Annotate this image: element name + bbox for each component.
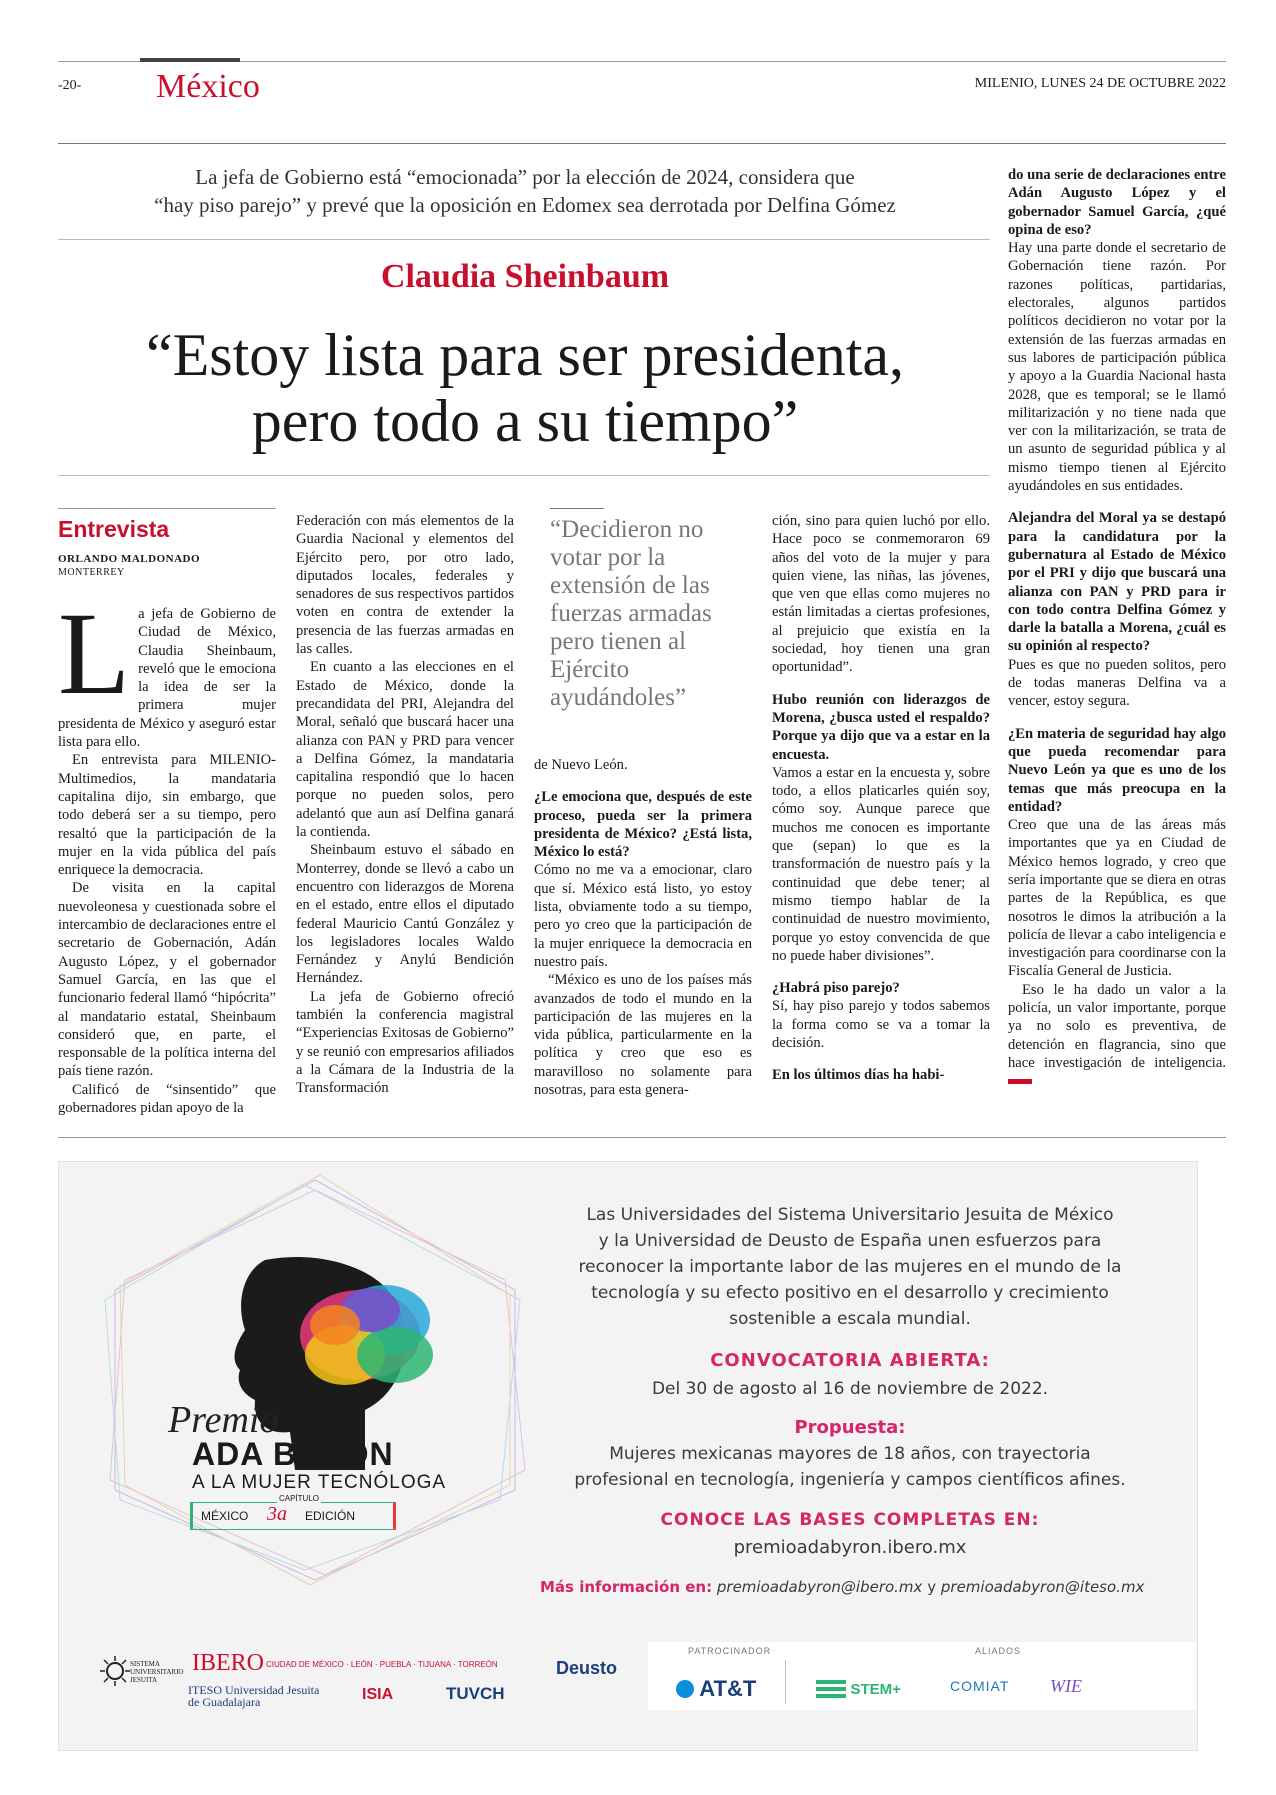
- col3-a1: Cómo no me va a emocionar, claro que sí. México está listo, yo estoy lista, obviamente todo a su tiempo, pero yo creo que la participación de la mujer enriquece la democracia en nuestro país.: [534, 862, 752, 970]
- ad-email-ibero[interactable]: premioadabyron@ibero.mx: [716, 1578, 923, 1596]
- edition-number: 3a: [267, 1503, 287, 1525]
- edicion-label: EDICIÓN: [305, 1509, 356, 1523]
- ibero-logo: IBERO: [192, 1650, 264, 1676]
- suj-sun-icon: [100, 1656, 130, 1686]
- pull-quote: “Decidieron no votar por la extensión de las fuerzas armadas pero tienen al Ejército ayudándoles”: [550, 516, 712, 711]
- ad-convocatoria: CONVOCATORIA ABIERTA:: [710, 1350, 990, 1371]
- headline: [60, 322, 990, 454]
- ad-intro-5: sostenible a escala mundial.: [729, 1309, 971, 1329]
- col4-q3: En los últimos días ha habi-: [772, 1067, 945, 1084]
- premio-label: Premio: [168, 1399, 279, 1441]
- patrocinador-label: PATROCINADOR: [688, 1646, 772, 1656]
- column-2: [296, 512, 514, 1098]
- deck: [60, 163, 990, 219]
- ada-byron-sub: A LA MUJER TECNÓLOGA: [192, 1472, 447, 1493]
- headline-line-1: “Estoy lista para ser presidenta,: [145, 322, 905, 388]
- page-number: -20-: [58, 78, 82, 93]
- column-1: [58, 588, 276, 1117]
- ad-intro-4: tecnología y su efecto positivo en el desarrollo y crecimiento: [591, 1283, 1109, 1303]
- col2-p2: En cuanto a las elecciones en el Estado de México, donde la precandidata del PRI, Alejandra del Moral, señaló que buscará hacer una alianza con PAN y PRD para vencer a Delfina Gómez, la mandataria capitalina respondió que lo hacen porque no pueden solos, pero adelantó que aun así Delfina ganará la contienda.: [296, 659, 514, 841]
- col5-a1: Hay una parte donde el secretario de Gobernación tiene razón. Por razones políticas, partidarias, electorales, algunos partidos políticos decidieron no votar por la extensión de las fuerzas armadas en sus labores de participación pública y apoyo a la Guardia Nacional hasta 2028, que es temporal; se le llamó militarización y no tiene nada que ver con la militarización, se trata de un asunto de seguridad pública y al mismo tiempo tienen al Ejército ayudándoles en sus entidades.: [1008, 240, 1226, 495]
- end-mark: [1008, 1079, 1032, 1084]
- section-label: Entrevista: [58, 516, 170, 542]
- att-logo: AT&T: [676, 1676, 756, 1702]
- drop-cap: L: [58, 588, 131, 719]
- col1-p4: Calificó de “sinsentido” que gobernadores pidan apoyo de la: [58, 1081, 276, 1117]
- column-4: [772, 512, 990, 1085]
- comiat-logo: COMIAT: [950, 1678, 1010, 1694]
- col3-p1: de Nuevo León.: [534, 757, 628, 773]
- ad-intro-2: y la Universidad de Deusto de España unen esfuerzos para: [598, 1231, 1102, 1251]
- ad-mas-info: Más información en:: [540, 1578, 713, 1596]
- col5-q1: do una serie de declaraciones entre Adán Augusto López y el gobernador Samuel García, ¿qué opina de eso?: [1008, 167, 1226, 238]
- iteso-logo: ITESO Universidad Jesuita de Guadalajara: [188, 1683, 320, 1709]
- col1-p2: En entrevista para MILENIO-Multimedios, la mandataria capitalina dijo, sin embargo, que todo deberá ser a su tiempo, pero resaltó que la participación de la mujer en la vida pública del país enriquece la democracia.: [58, 752, 276, 879]
- tuvch-logo: TUVCH: [446, 1684, 505, 1703]
- aliados-label: ALIADOS: [975, 1646, 1022, 1656]
- col1-p1: a jefa de Gobierno de Ciudad de México, Claudia Sheinbaum, reveló que le emociona la idea de ser la primera mujer presidenta de México y aseguró estar lista para ello.: [58, 606, 276, 751]
- section-title: México: [156, 68, 260, 105]
- col5-a2: Pues es que no pueden solitos, pero de todas maneras Delfina va a vencer, estoy segura.: [1008, 656, 1226, 710]
- col4-q2: ¿Habrá piso parejo?: [772, 980, 900, 997]
- ad-propuesta-title: Propuesta:: [794, 1417, 906, 1438]
- col4-a2: Sí, hay piso parejo y todos sabemos la forma como se va a tomar la decisión.: [772, 998, 990, 1052]
- col1-p3: De visita en la capital nuevoleonesa y cuestionada sobre el intercambio de declaraciones entre el secretario de Gobernación, Adán Augusto López, y el gobernador Samuel García, en las que el funcionario federal llamó “hipócrita” al mandatario estatal, Sheinbaum consideró que, en parte, el responsable de la política interna del país tiene razón.: [58, 880, 276, 1080]
- deck-line-1: La jefa de Gobierno está “emocionada” por la elección de 2024, considera que: [195, 165, 855, 189]
- ad-contact: Más información en: premioadabyron@ibero.mx y premioadabyron@iteso.mx: [540, 1578, 1145, 1596]
- col5-q2: Alejandra del Moral ya se destapó para la candidatura por la gubernatura al Estado de México por el PRI y dijo que buscará una alianza con PAN y PRD para ir con todo contra Delfina Gómez y darle la batalla a Morena, ¿cuál es su opinión al respecto?: [1008, 510, 1226, 655]
- suj-logo: SISTEMA UNIVERSITARIO JESUITA: [100, 1656, 170, 1691]
- col3-q1: ¿Le emociona que, después de este proceso, pueda ser la primera presidenta de México? ¿Está lista, México lo está?: [534, 789, 752, 861]
- capitulo-label: CAPÍTULO: [279, 1494, 320, 1503]
- mexico-label: MÉXICO: [201, 1509, 249, 1523]
- stem-logo: STEM+: [816, 1680, 901, 1700]
- headline-line-2: pero todo a su tiempo”: [251, 388, 799, 454]
- col4-a1: Vamos a estar en la encuesta y, sobre todo, a ellos platicarles quién soy, cómo soy. Aunque parece que muchos me conocen es importante que (sepan) lo que es la transformación de nuestro país y la continuidad que debe tener; al mismo tiempo hablar de la continuidad de nuestro movimiento, porque yo estoy convencida de que no puede haber divisiones”.: [772, 764, 990, 964]
- ada-byron-logo: ADA BYRON: [192, 1436, 394, 1472]
- ad-propuesta-2: profesional en tecnología, ingeniería y campos científicos afines.: [574, 1470, 1126, 1490]
- col5-q3: ¿En materia de seguridad hay algo que pueda recomendar para Nuevo León ya que es uno de los temas que más preocupa en la entidad?: [1008, 725, 1226, 815]
- dateline: MILENIO, LUNES 24 DE OCTUBRE 2022: [974, 76, 1226, 91]
- location: MONTERREY: [58, 567, 125, 578]
- ad-propuesta-1: Mujeres mexicanas mayores de 18 años, con trayectoria: [609, 1444, 1091, 1464]
- ad-email-iteso[interactable]: premioadabyron@iteso.mx: [940, 1578, 1145, 1596]
- ad-url[interactable]: premioadabyron.ibero.mx: [733, 1537, 967, 1558]
- ibero-cities: CIUDAD DE MÉXICO · LEÓN · PUEBLA · TIJUANA · TORREÓN: [266, 1660, 498, 1669]
- wie-logo: WIE: [1050, 1676, 1082, 1696]
- column-3: [534, 756, 752, 1099]
- byline: ORLANDO MALDONADO: [58, 553, 201, 565]
- col3-p2: “México es uno de los países más avanzados de todo el mundo en la participación de las mujeres en la vida pública, particularmente en la política y creo que eso es maravilloso no solamente para nosotras, para esta genera-: [534, 972, 752, 1099]
- ad-intro-3: reconocer la importante labor de las mujeres en el mundo de la: [578, 1257, 1122, 1277]
- column-5: [1008, 166, 1226, 1091]
- col4-q1: Hubo reunión con liderazgos de Morena, ¿busca usted el respaldo? Porque ya dijo que va a estar en la encuesta.: [772, 691, 990, 763]
- col5-a3: Creo que una de las áreas más importantes que ya en Ciudad de México hemos logrado, y creo que sería importante que se diera en otras partes de la República, es que nosotros le dimos la atribución a la policía de llevar a cabo inteligencia e investigación para coordinarse con la Fiscalía General de Justicia.: [1008, 817, 1226, 980]
- ad-fechas: Del 30 de agosto al 16 de noviembre de 2022.: [651, 1379, 1049, 1399]
- edition-badge: [190, 1494, 396, 1530]
- col5-a4: Eso le ha dado un valor a la policía, un valor importante, porque ya no solo es preventiva, de detención en flagrancia, sino que hace investigación de inteligencia.: [1008, 981, 1226, 1091]
- col2-p3: Sheinbaum estuvo el sábado en Monterrey, donde se llevó a cabo un encuentro con liderazgos de Morena en el estado, entre ellos el diputado federal Mauricio Cantú González y los legisladores locales Waldo Fernández y Anylú Bendición Hernández.: [296, 842, 514, 987]
- deusto-logo: Deusto: [556, 1658, 618, 1678]
- att-globe-icon: [676, 1680, 694, 1698]
- col2-p4: La jefa de Gobierno ofreció también la conferencia magistral “Experiencias Exitosas de Gobierno” y se reunió con empresarios afiliados a la Cámara de la Industria de la Transformación: [296, 988, 514, 1097]
- ad-bases: CONOCE LAS BASES COMPLETAS EN:: [660, 1510, 1040, 1530]
- deck-line-2: “hay piso parejo” y prevé que la oposición en Edomex sea derrotada por Delfina Gómez: [154, 193, 896, 217]
- col2-p1: Federación con más elementos de la Guardia Nacional y elementos del Ejército pero, por otro lado, diputados locales, federales y senadores de sus respectivos partidos voten en contra de extender la presencia de las fuerzas armadas en las calles.: [296, 513, 514, 658]
- col4-p1: ción, sino para quien luchó por ello. Hace poco se conmemoraron 69 años del voto de la mujer y para quien viene, las niñas, las jóvenes, que ven que ellas como mujeres no están limitadas a ciertas profesiones, al prejuicio que existía en la sociedad, hoy tienen una gran oportunidad”.: [772, 513, 990, 676]
- isia-logo: ISIA: [362, 1686, 394, 1703]
- kicker: Claudia Sheinbaum: [380, 258, 670, 295]
- stem-bars-icon: [816, 1680, 846, 1700]
- ad-intro-1: Las Universidades del Sistema Universitario Jesuita de México: [586, 1205, 1114, 1225]
